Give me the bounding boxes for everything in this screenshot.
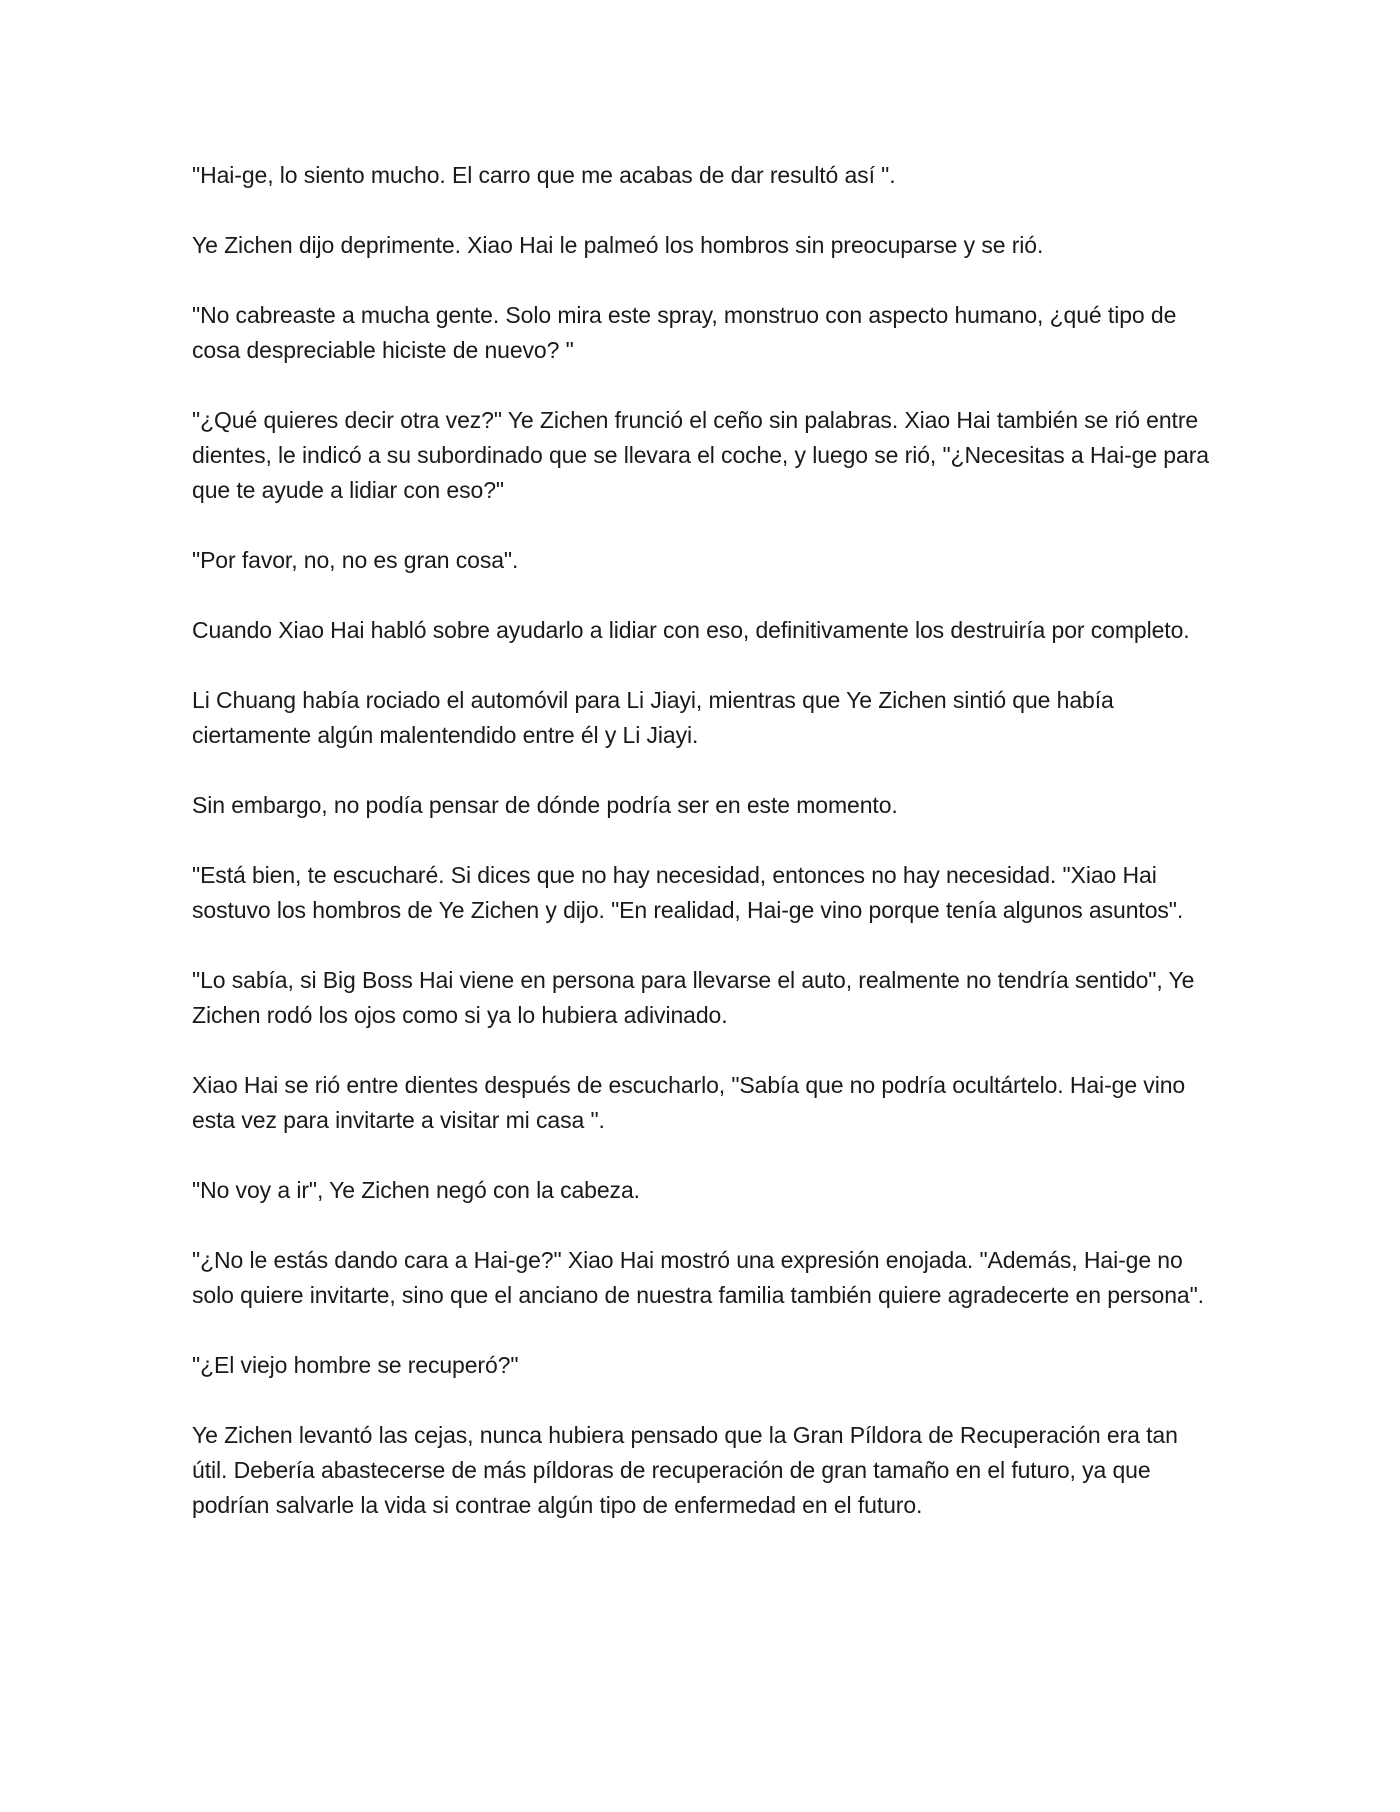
paragraph: Cuando Xiao Hai habló sobre ayudarlo a lidiar con eso, definitivamente los destruiría por completo. <box>192 617 1190 643</box>
paragraph: "¿No le estás dando cara a Hai-ge?" Xiao Hai mostró una expresión enojada. "Además, Hai-ge no solo quiere invitarte, sino que el anciano de nuestra familia también quiere agradecerte en persona". <box>192 1247 1204 1308</box>
paragraph: "¿Qué quieres decir otra vez?" Ye Zichen frunció el ceño sin palabras. Xiao Hai también se rió entre dientes, le indicó a su subordinado que se llevara el coche, y luego se rió, "¿Necesitas a Hai-ge para que te ayude a lidiar con eso?" <box>192 407 1209 503</box>
paragraph: "Lo sabía, si Big Boss Hai viene en persona para llevarse el auto, realmente no tendría sentido", Ye Zichen rodó los ojos como si ya lo hubiera adivinado. <box>192 967 1195 1028</box>
paragraph: "No voy a ir", Ye Zichen negó con la cabeza. <box>192 1177 640 1203</box>
paragraph: Ye Zichen levantó las cejas, nunca hubiera pensado que la Gran Píldora de Recuperación era tan útil. Debería abastecerse de más píldoras de recuperación de gran tamaño en el futuro, ya que podrían salvarle la vida si contrae algún tipo de enfermedad en el futuro. <box>192 1422 1178 1518</box>
paragraph: Sin embargo, no podía pensar de dónde podría ser en este momento. <box>192 792 898 818</box>
paragraph: Li Chuang había rociado el automóvil para Li Jiayi, mientras que Ye Zichen sintió que había ciertamente algún malentendido entre él y Li Jiayi. <box>192 687 1114 748</box>
paragraph: "Está bien, te escucharé. Si dices que no hay necesidad, entonces no hay necesidad. "Xiao Hai sostuvo los hombros de Ye Zichen y dijo. "En realidad, Hai-ge vino porque tenía algunos asuntos". <box>192 862 1184 923</box>
paragraph: "No cabreaste a mucha gente. Solo mira este spray, monstruo con aspecto humano, ¿qué tipo de cosa despreciable hiciste de nuevo? " <box>192 302 1177 363</box>
document-body <box>192 158 1212 1558</box>
paragraph: Ye Zichen dijo deprimente. Xiao Hai le palmeó los hombros sin preocuparse y se rió. <box>192 232 1044 258</box>
paragraph: "Por favor, no, no es gran cosa". <box>192 547 519 573</box>
paragraph: Xiao Hai se rió entre dientes después de escucharlo, "Sabía que no podría ocultártelo. Hai-ge vino esta vez para invitarte a visitar mi casa ". <box>192 1072 1186 1133</box>
paragraph: "¿El viejo hombre se recuperó?" <box>192 1352 519 1378</box>
paragraph: "Hai-ge, lo siento mucho. El carro que me acabas de dar resultó así ". <box>192 162 896 188</box>
